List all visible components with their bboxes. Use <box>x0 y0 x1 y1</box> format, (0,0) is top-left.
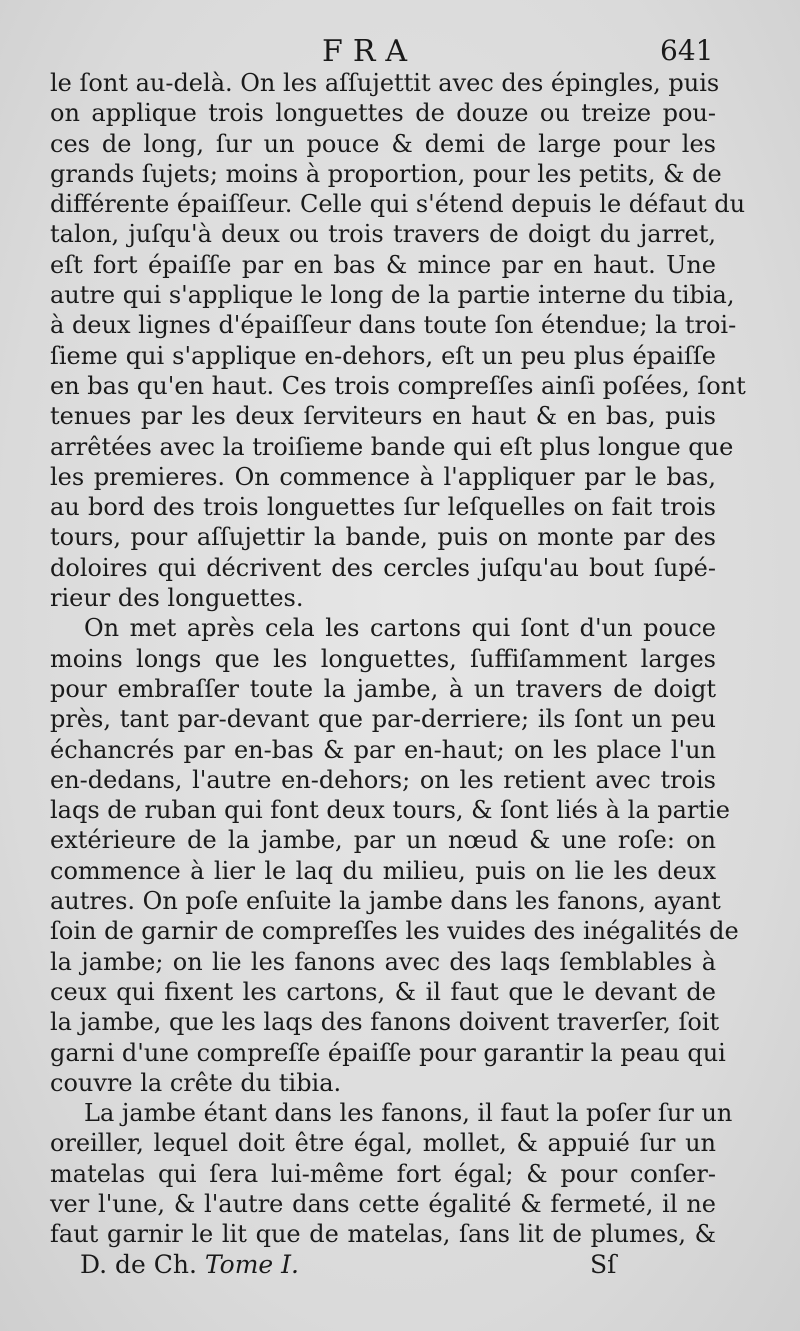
text-line: le ſont au-delà. On les aſſujettit avec des épingles, puis <box>50 69 720 97</box>
signature-mark: Sſ <box>590 1250 617 1279</box>
text-line: pour embraſſer toute la jambe, à un travers de doigt <box>50 674 716 703</box>
text-line: eſt fort épaiſſe par en bas & mince par en haut. Une <box>50 250 716 279</box>
text-line: autre qui s'applique le long de la partie interne du tibia, <box>50 281 735 310</box>
text-line: faut garnir le lit que de matelas, ſans lit de plumes, & <box>50 1220 716 1249</box>
text-line: extérieure de la jambe, par un nœud & une roſe: on <box>50 826 716 855</box>
running-head-title: FRA <box>322 34 418 69</box>
text-line: les premieres. On commence à l'appliquer par le bas, <box>50 462 716 491</box>
text-line: talon, juſqu'à deux ou trois travers de doigt du jarret, <box>50 220 716 249</box>
text-line: arrêtées avec la troiſieme bande qui eſt plus longue que <box>50 432 734 461</box>
text-line: commence à lier le laq du milieu, puis on lie les deux <box>50 856 716 885</box>
text-line: La jambe étant dans les fanons, il faut la poſer ſur un <box>84 1099 733 1128</box>
text-line: tenues par les deux ſerviteurs en haut & en bas, puis <box>50 402 716 431</box>
page-footer <box>0 1250 800 1284</box>
text-line: on applique trois longuettes de douze ou treize pou- <box>50 99 716 128</box>
running-head <box>0 34 800 70</box>
text-line: grands ſujets; moins à proportion, pour les petits, & de <box>50 159 722 188</box>
text-line: la jambe, que les laqs des fanons doivent traverſer, ſoit <box>50 1008 720 1037</box>
text-line: oreiller, lequel doit être égal, mollet, & appuié ſur un <box>50 1129 716 1158</box>
text-line: en-dedans, l'autre en-dehors; on les retient avec trois <box>50 765 716 794</box>
text-line: doloires qui décrivent des cercles juſqu'au bout ſupé- <box>50 553 716 582</box>
text-line: On met après cela les cartons qui ſont d'un pouce <box>84 614 716 643</box>
text-line: matelas qui ſera lui-même fort égal; & pour conſer- <box>50 1159 716 1188</box>
text-line: tours, pour aſſujettir la bande, puis on monte par des <box>50 523 716 552</box>
paragraph <box>50 68 746 613</box>
paragraph <box>50 1098 733 1249</box>
text-line: laqs de ruban qui font deux tours, & ſont liés à la partie <box>50 796 730 825</box>
text-line: différente épaiſſeur. Celle qui s'étend depuis le défaut du <box>50 190 746 219</box>
text-line: couvre la crête du tibia. <box>50 1068 342 1097</box>
text-line: ſieme qui s'applique en-dehors, eſt un peu plus épaiſſe <box>50 341 716 370</box>
text-line: à deux lignes d'épaiſſeur dans toute ſon étendue; la troi- <box>50 311 737 340</box>
body-text <box>50 68 746 1250</box>
text-line: près, tant par-devant que par-derriere; ils ſont un peu <box>50 705 716 734</box>
text-line: ver l'une, & l'autre dans cette égalité & fermeté, il ne <box>50 1189 716 1218</box>
paragraph <box>50 613 739 1098</box>
footer-citation <box>80 1250 299 1279</box>
text-line: en bas qu'en haut. Ces trois compreſſes ainſi poſées, ſont <box>50 371 746 400</box>
text-line: ces de long, ſur un pouce & demi de large pour les <box>50 129 716 158</box>
text-line: garni d'une compreſſe épaiſſe pour garantir la peau qui <box>50 1038 726 1067</box>
text-line: moins longs que les longuettes, ſuffiſamment larges <box>50 644 716 673</box>
text-line: rieur des longuettes. <box>50 584 304 613</box>
text-line: ceux qui fixent les cartons, & il faut que le devant de <box>50 977 716 1006</box>
text-line: au bord des trois longuettes ſur leſquelles on fait trois <box>50 493 716 522</box>
text-line: autres. On poſe enſuite la jambe dans les fanons, ayant <box>50 887 721 916</box>
text-line: échancrés par en-bas & par en-haut; on les place l'un <box>50 735 716 764</box>
text-line: ſoin de garnir de compreſſes les vuides des inégalités de <box>50 917 739 946</box>
page-number: 641 <box>660 34 714 67</box>
text-line: la jambe; on lie les fanons avec des laqs ſemblables à <box>50 947 716 976</box>
footer-author: D. de Ch. <box>80 1250 197 1279</box>
footer-volume: Tome I. <box>204 1250 299 1279</box>
